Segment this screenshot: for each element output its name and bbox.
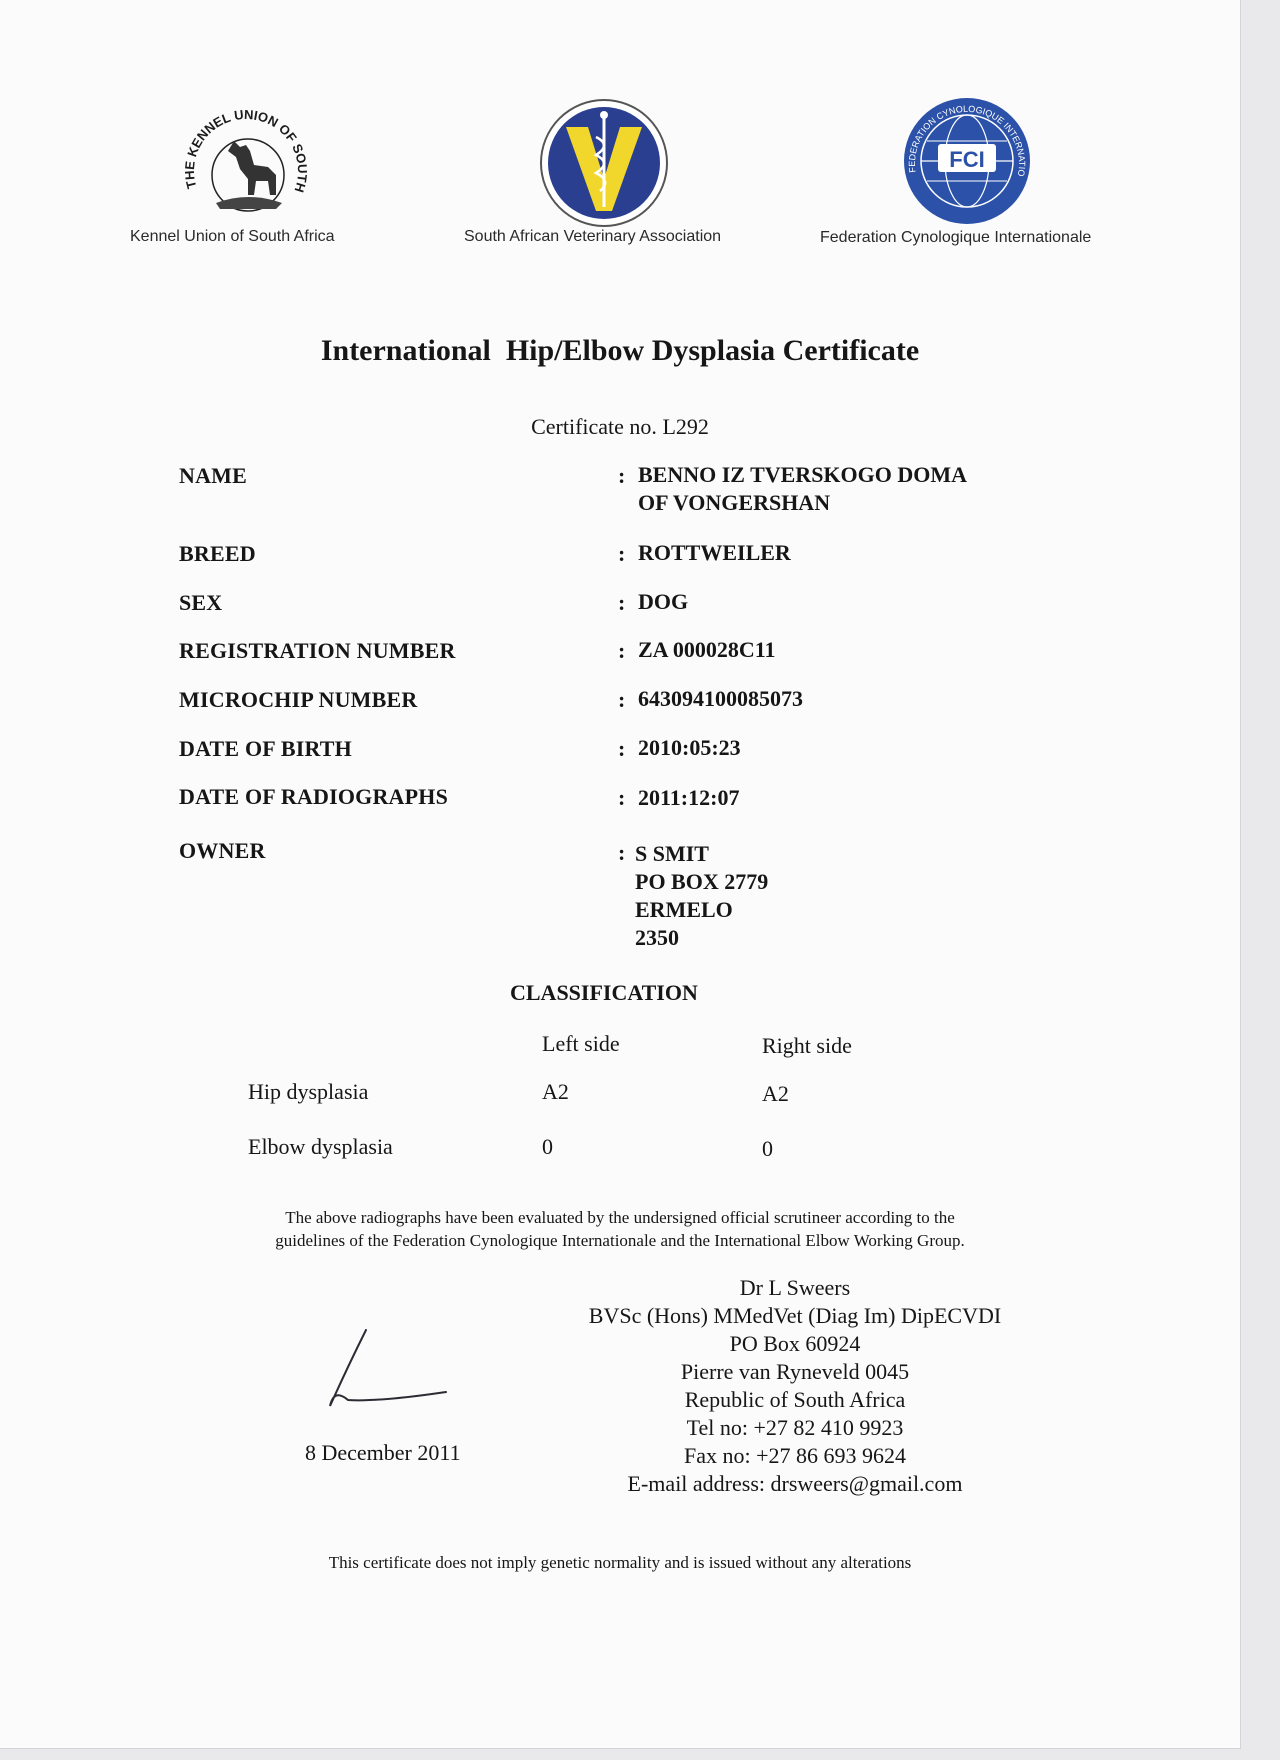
scrutineer-block [560, 1274, 1030, 1498]
scrutineer-fax: Fax no: +27 86 693 9624 [683, 1443, 907, 1468]
breed-colon: : [618, 541, 626, 566]
fci-seal-text: FEDERATION CYNOLOGIQUE INTERNATIO [906, 103, 1028, 178]
scrutineer-name: Dr L Sweers [739, 1275, 851, 1300]
sex-colon: : [618, 590, 626, 615]
radiograph-date-label: DATE OF RADIOGRAPHS [179, 784, 449, 809]
breed-value: ROTTWEILER [638, 540, 791, 565]
sava-logo [538, 97, 670, 229]
sava-label: South African Veterinary Association [464, 228, 722, 245]
certificate-number-value: L292 [662, 414, 709, 439]
scrutineer-tel: Tel no: +27 82 410 9923 [686, 1415, 904, 1440]
owner-address-line2: ERMELO [635, 897, 733, 922]
name-value-line1: BENNO IZ TVERSKOGO DOMA [638, 462, 968, 487]
dob-colon: : [618, 736, 626, 761]
breed-label: BREED [179, 541, 256, 566]
left-side-header: Left side [542, 1031, 620, 1056]
evaluation-statement [0, 1206, 1240, 1252]
certificate-number [0, 414, 1240, 440]
issue-date: 8 December 2011 [305, 1440, 461, 1465]
statement-line1: The above radiographs have been evaluated by the undersigned official scrutineer according to the [285, 1208, 955, 1227]
certificate-number-label: Certificate no. [531, 414, 657, 439]
scrutineer-qualifications: BVSc (Hons) MMedVet (Diag Im) DipECVDI [588, 1303, 1002, 1328]
certificate-title: International Hip/Elbow Dysplasia Certificate [320, 334, 920, 367]
registration-value: ZA 000028C11 [638, 637, 776, 662]
owner-colon: : [618, 840, 626, 865]
sex-value: DOG [638, 589, 689, 614]
owner-name: S SMIT [635, 841, 709, 866]
scrutineer-address1: PO Box 60924 [729, 1331, 861, 1356]
owner-address-line1: PO BOX 2779 [635, 869, 769, 894]
microchip-colon: : [618, 687, 626, 712]
dob-value: 2010:05:23 [638, 735, 741, 760]
name-value-line2: OF VONGERSHAN [638, 490, 831, 515]
registration-label: REGISTRATION NUMBER [179, 638, 456, 663]
radiograph-date-colon: : [618, 785, 626, 810]
hip-dysplasia-label: Hip dysplasia [248, 1079, 369, 1104]
fci-globe-icon [902, 96, 1032, 226]
fci-label: Federation Cynologique Internationale [820, 229, 1092, 246]
veterinary-caduceus-icon [538, 97, 670, 229]
kusa-logo [176, 95, 316, 235]
microchip-label: MICROCHIP NUMBER [179, 687, 418, 712]
owner-value [635, 840, 768, 952]
scrutineer-country: Republic of South Africa [684, 1387, 906, 1412]
kusa-label: Kennel Union of South Africa [130, 228, 335, 245]
name-value [638, 461, 967, 517]
owner-label: OWNER [179, 838, 266, 863]
right-side-header: Right side [762, 1033, 852, 1058]
elbow-dysplasia-label: Elbow dysplasia [248, 1134, 393, 1159]
statement-line2: guidelines of the Federation Cynologique Internationale and the International Elbow Working Group. [275, 1231, 965, 1250]
kusa-seal-icon [176, 95, 316, 235]
dob-label: DATE OF BIRTH [179, 736, 352, 761]
name-colon: : [618, 463, 626, 488]
fci-logo [902, 96, 1032, 226]
registration-colon: : [618, 638, 626, 663]
sex-label: SEX [179, 590, 223, 615]
kusa-seal-text: THE KENNEL UNION OF SOUTH [181, 106, 311, 195]
owner-address-line3: 2350 [635, 925, 679, 950]
elbow-right-grade: 0 [762, 1136, 773, 1161]
classification-heading: CLASSIFICATION [510, 980, 698, 1005]
name-label: NAME [179, 463, 248, 488]
footer-disclaimer: This certificate does not imply genetic normality and is issued without any alterations [328, 1553, 912, 1572]
scrutineer-address2: Pierre van Ryneveld 0045 [680, 1359, 910, 1384]
svg-text:THE KENNEL UNION OF SOUTHERN A [176, 95, 310, 194]
microchip-value: 643094100085073 [638, 686, 803, 711]
signature [318, 1326, 448, 1416]
fci-badge-text: FCI [949, 147, 985, 172]
hip-left-grade: A2 [542, 1079, 569, 1104]
radiograph-date-value: 2011:12:07 [638, 785, 740, 810]
scrutineer-email: E-mail address: drsweers@gmail.com [627, 1471, 963, 1496]
hip-right-grade: A2 [762, 1081, 789, 1106]
elbow-left-grade: 0 [542, 1134, 553, 1159]
signature-stroke-icon [318, 1326, 448, 1416]
